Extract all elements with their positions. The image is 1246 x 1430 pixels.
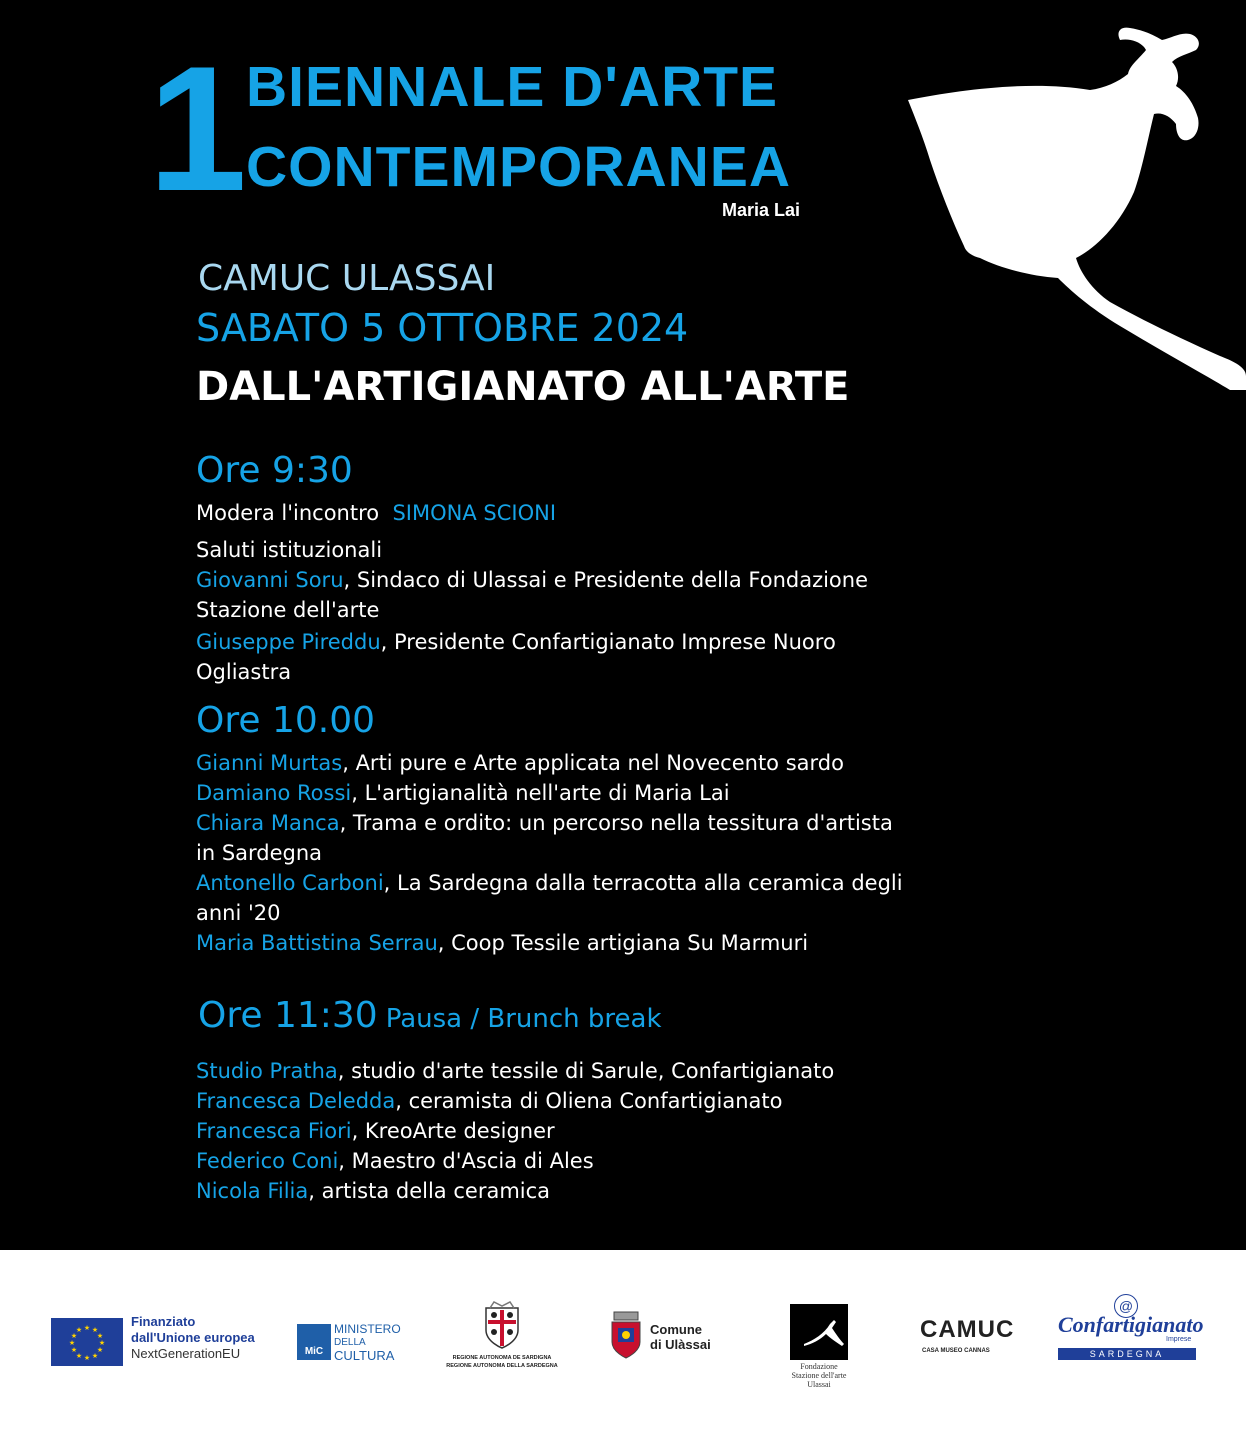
- exhibitor-name: Nicola Filia: [196, 1179, 309, 1203]
- svg-text:★: ★: [68, 1339, 76, 1347]
- talk-speaker: Antonello Carboni: [196, 871, 384, 895]
- speaker-role-continued: Ogliastra: [196, 660, 292, 684]
- fondazione-logo-icon: [790, 1304, 848, 1360]
- artist-name: Maria Lai: [722, 200, 801, 220]
- svg-text:★: ★: [91, 1326, 99, 1334]
- talk-line: [196, 868, 903, 898]
- speaker-role-continued: Stazione dell'arte: [196, 598, 380, 622]
- title-line-1: BIENNALE D'ARTE: [246, 55, 779, 119]
- comune-line-2: di Ulàssai: [650, 1337, 711, 1352]
- svg-text:★: ★: [91, 1352, 99, 1360]
- exhibitor-desc: , studio d'arte tessile di Sarule, Confartigianato: [337, 1059, 835, 1083]
- talk-speaker: Damiano Rossi: [196, 781, 352, 805]
- svg-text:★: ★: [98, 1339, 106, 1347]
- talk-line: [196, 808, 893, 838]
- eu-line-3: NextGenerationEU: [131, 1346, 241, 1361]
- ulassai-coat-of-arms-icon: [608, 1310, 644, 1360]
- venue: CAMUC ULASSAI: [198, 258, 496, 299]
- edition-number: 1: [148, 29, 243, 228]
- moderator-line: [196, 498, 556, 528]
- talk-speaker: Chiara Manca: [196, 811, 340, 835]
- exhibitor-line: [196, 1086, 782, 1116]
- talk-speaker: Gianni Murtas: [196, 751, 343, 775]
- confartigianato-name: Confartigianato: [1058, 1312, 1204, 1337]
- exhibitor-desc: , KreoArte designer: [351, 1119, 555, 1143]
- exhibitor-line: [196, 1146, 594, 1176]
- event-date: SABATO 5 OTTOBRE 2024: [196, 306, 689, 350]
- comune-line-1: Comune: [650, 1322, 702, 1337]
- speaker-line: [196, 627, 836, 657]
- mic-line-2: DELLA: [334, 1337, 366, 1348]
- exhibitor-desc: , ceramista di Oliena Confartigianato: [395, 1089, 783, 1113]
- sardegna-line-2: REGIONE AUTONOMA DELLA SARDEGNA: [446, 1363, 558, 1369]
- moderator-label: Modera l'incontro: [196, 501, 380, 525]
- greetings-label: Saluti istituzionali: [196, 538, 383, 562]
- camuc-logo: CAMUC: [920, 1316, 1015, 1343]
- talk-topic-continued: anni '20: [196, 901, 281, 925]
- camuc-subtitle: CASA MUSEO CANNAS: [922, 1348, 990, 1354]
- svg-text:★: ★: [96, 1332, 104, 1340]
- talk-line: [196, 928, 808, 958]
- talk-line: [196, 748, 844, 778]
- exhibitor-line: [196, 1116, 555, 1146]
- confartigianato-region-bar: [1058, 1348, 1196, 1360]
- talk-topic: , Coop Tessile artigiana Su Marmuri: [437, 931, 809, 955]
- confartigianato-at-icon: @: [1114, 1294, 1138, 1318]
- svg-text:★: ★: [83, 1324, 91, 1332]
- mic-line-3: CULTURA: [334, 1348, 395, 1363]
- exhibitor-line: [196, 1056, 834, 1086]
- exhibitor-line: [196, 1176, 550, 1206]
- mic-line-1: MINISTERO: [334, 1322, 401, 1336]
- exhibitor-name: Federico Coni: [196, 1149, 339, 1173]
- sardegna-coat-of-arms-icon: [480, 1300, 524, 1352]
- exhibitor-name: Francesca Deledda: [196, 1089, 396, 1113]
- speaker-role: , Sindaco di Ulassai e Presidente della Fondazione: [343, 568, 869, 592]
- session-time-1: Ore 9:30: [196, 450, 353, 491]
- mic-text: [334, 1323, 401, 1362]
- moderator-name: SIMONA SCIONI: [392, 501, 557, 525]
- confartigianato-region: SARDEGNA: [1089, 1349, 1165, 1359]
- sardegna-line-1: REGIONE AUTONOMA DE SARDIGNA: [452, 1355, 552, 1361]
- session-time-2: Ore 10.00: [196, 700, 375, 741]
- event-theme: DALL'ARTIGIANATO ALL'ARTE: [196, 364, 850, 410]
- svg-text:★: ★: [96, 1346, 104, 1354]
- pause-label: Pausa / Brunch break: [385, 1004, 662, 1034]
- sardegna-text: [440, 1354, 564, 1370]
- eu-line-2: dall'Unione europea: [131, 1330, 255, 1345]
- session-time-3: Ore 11:30: [198, 995, 378, 1036]
- exhibitor-desc: , Maestro d'Ascia di Ales: [338, 1149, 594, 1173]
- svg-text:★: ★: [75, 1326, 83, 1334]
- exhibitor-name: Studio Pratha: [196, 1059, 338, 1083]
- talk-speaker: Maria Battistina Serrau: [196, 931, 438, 955]
- speaker-name: Giovanni Soru: [196, 568, 344, 592]
- talk-topic: , La Sardegna dalla terracotta alla ceramica degli: [383, 871, 903, 895]
- mic-logo-icon: MiC: [297, 1324, 331, 1360]
- speaker-line: [196, 565, 868, 595]
- confartigianato-imprese: Imprese: [1166, 1336, 1192, 1343]
- fondazione-text: [776, 1362, 862, 1389]
- svg-text:★: ★: [70, 1332, 78, 1340]
- maria-lai-goat-artwork: [880, 20, 1246, 390]
- comune-text: [650, 1322, 711, 1352]
- svg-text:★: ★: [83, 1354, 91, 1362]
- exhibitor-name: Francesca Fiori: [196, 1119, 352, 1143]
- eu-line-1: Finanziato: [131, 1314, 196, 1329]
- talk-topic: , L'artigianalità nell'arte di Maria Lai: [351, 781, 730, 805]
- speaker-role: , Presidente Confartigianato Imprese Nuoro: [380, 630, 836, 654]
- talk-topic: , Arti pure e Arte applicata nel Novecento sardo: [342, 751, 844, 775]
- talk-topic-continued: in Sardegna: [196, 841, 323, 865]
- speaker-name: Giuseppe Pireddu: [196, 630, 381, 654]
- talk-topic: , Trama e ordito: un percorso nella tessitura d'artista: [339, 811, 893, 835]
- fondazione-line-1: Fondazione: [800, 1362, 838, 1371]
- sponsor-footer: [0, 1250, 1246, 1430]
- eu-flag-icon: [51, 1318, 123, 1366]
- title-line-2: CONTEMPORANEA: [246, 135, 792, 199]
- svg-text:★: ★: [70, 1346, 78, 1354]
- fondazione-line-3: Ulassai: [807, 1380, 831, 1389]
- exhibitor-desc: , artista della ceramica: [308, 1179, 551, 1203]
- fondazione-line-2: Stazione dell'arte: [791, 1371, 847, 1380]
- svg-text:★: ★: [75, 1352, 83, 1360]
- session-3-header: [198, 995, 662, 1036]
- talk-line: [196, 778, 730, 808]
- eu-text: [131, 1314, 255, 1362]
